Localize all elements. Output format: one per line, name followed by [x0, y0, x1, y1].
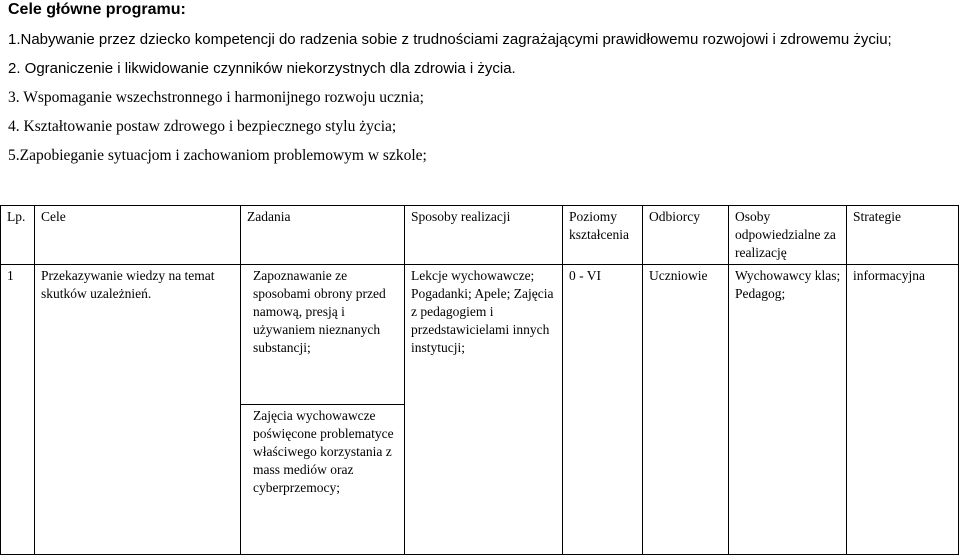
cell-zadania-2: Zajęcia wychowawcze poświęcone problematyce właściwego korzystania z mass mediów oraz cyberprzemocy; [241, 405, 405, 555]
table-row [1, 265, 959, 405]
goal-item-3: 3. Wspomaganie wszechstronnego i harmonijnego rozwoju ucznia; [8, 89, 424, 106]
header-cele: Cele [35, 206, 241, 265]
goal-item-2: 2. Ograniczenie i likwidowanie czynników niekorzystnych dla zdrowia i życia. [8, 60, 516, 77]
cell-odbiorcy: Uczniowie [643, 265, 729, 555]
goals-title: Cele główne programu: [8, 1, 186, 18]
header-sposoby: Sposoby realizacji [405, 206, 563, 265]
cell-cele: Przekazywanie wiedzy na temat skutków uzależnień. [35, 265, 241, 555]
cell-lp: 1 [1, 265, 35, 555]
cell-zadania: Zapoznawanie ze sposobami obrony przed namową, presją i używaniem nieznanych substancji; [241, 265, 405, 405]
header-zadania: Zadania [241, 206, 405, 265]
program-goals [8, 0, 953, 167]
cell-osoby: Wychowawcy klas; Pedagog; [729, 265, 847, 555]
program-table [0, 205, 959, 555]
cell-poziomy: 0 - VI [563, 265, 643, 555]
header-odbiorcy: Odbiorcy [643, 206, 729, 265]
header-lp: Lp. [1, 206, 35, 265]
table-header-row [1, 206, 959, 265]
goal-item-4: 4. Kształtowanie postaw zdrowego i bezpiecznego stylu życia; [8, 118, 397, 135]
cell-strategie: informacyjna [847, 265, 959, 555]
header-strategie: Strategie [847, 206, 959, 265]
header-osoby: Osoby odpowiedzialne za realizację [729, 206, 847, 265]
cell-sposoby: Lekcje wychowawcze; Pogadanki; Apele; Zajęcia z pedagogiem i przedstawicielami innych instytucji; [405, 265, 563, 555]
goal-item-1: 1.Nabywanie przez dziecko kompetencji do radzenia sobie z trudnościami zagrażającymi prawidłowemu rozwojowi i zdrowemu życiu; [8, 31, 892, 48]
header-poziomy: Poziomy kształcenia [563, 206, 643, 265]
goal-item-5: 5.Zapobieganie sytuacjom i zachowaniom problemowym w szkole; [8, 147, 427, 164]
